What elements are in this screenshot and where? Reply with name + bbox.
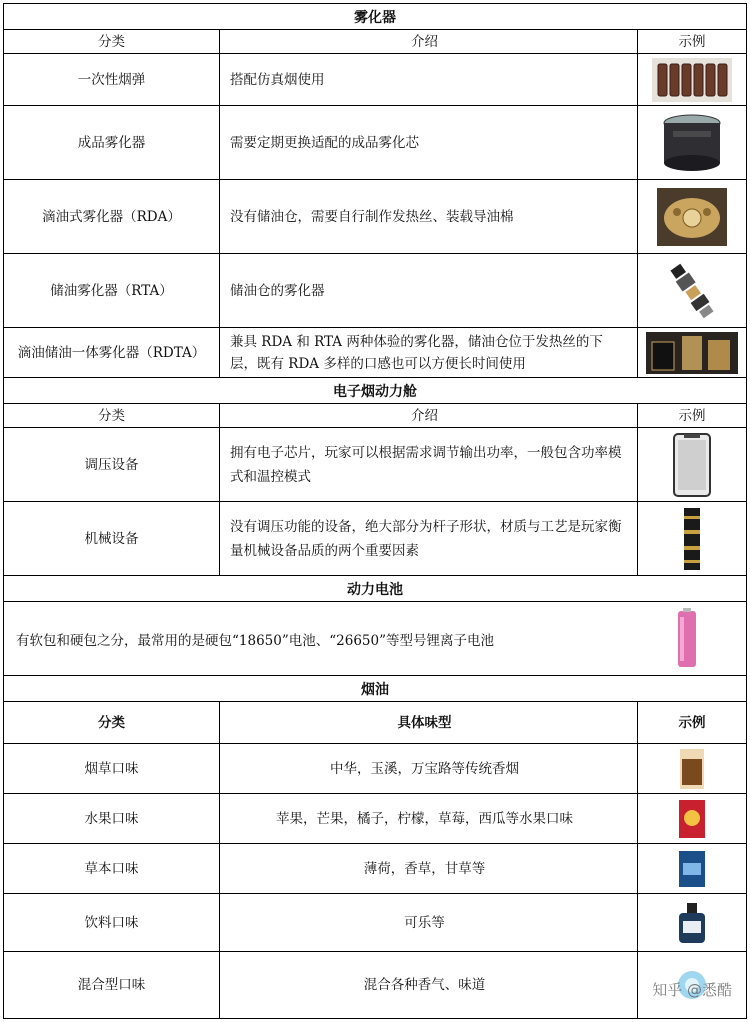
table-header-row (3, 404, 747, 428)
row-category: 调压设备 (4, 428, 220, 501)
table-row (3, 180, 747, 254)
row-category: 混合型口味 (4, 952, 220, 1018)
battery-row (3, 602, 747, 676)
row-category: 烟草口味 (4, 744, 220, 793)
row-flavor: 薄荷，香草，甘草等 (220, 844, 638, 893)
table-header-row (3, 702, 747, 744)
table-row (3, 502, 747, 576)
vape-product-table (3, 3, 747, 1019)
table-row (3, 952, 747, 1019)
row-flavor: 混合各种香气、味道 (220, 952, 638, 1018)
table-row (3, 54, 747, 106)
example-image-rta (638, 254, 746, 327)
section-title-eliquid (3, 676, 747, 702)
battery-description: 有软包和硬包之分，最常用的是硬包“18650”电池、“26650”等型号锂离子电池 (16, 632, 494, 649)
header-example: 示例 (678, 33, 706, 50)
row-intro: 储油仓的雾化器 (220, 254, 638, 327)
example-image-prebuilt-atomizer (638, 106, 746, 179)
example-image-regulated-mod (638, 428, 746, 501)
example-image-herbal-liquid (638, 844, 746, 893)
header-category: 分类 (4, 404, 220, 427)
row-category: 储油雾化器（RTA） (4, 254, 220, 327)
row-intro: 没有储油仓，需要自行制作发热丝、装载导油棉 (220, 180, 638, 253)
row-category: 成品雾化器 (4, 106, 220, 179)
table-row (3, 428, 747, 502)
header-category: 分类 (4, 30, 220, 53)
table-header-row (3, 30, 747, 54)
section-title-text: 雾化器 (354, 9, 396, 26)
header-flavor: 具体味型 (220, 702, 638, 743)
example-image-drink-liquid (638, 894, 746, 951)
table-row (3, 794, 747, 844)
section-title-text: 电子烟动力舱 (333, 383, 417, 400)
header-category: 分类 (4, 702, 220, 743)
row-intro: 兼具 RDA 和 RTA 两种体验的雾化器，储油仓位于发热丝的下层，既有 RDA 多样的口感也可以方便长时间使用 (220, 328, 638, 377)
table-row (3, 254, 747, 328)
row-category: 滴油储油一体雾化器（RDTA） (4, 328, 220, 377)
section-title-text: 烟油 (361, 681, 389, 698)
table-row (3, 894, 747, 952)
row-category: 水果口味 (4, 794, 220, 843)
section-title-text: 动力电池 (347, 581, 403, 598)
section-title-battery (3, 576, 747, 602)
row-flavor: 苹果，芒果，橘子，柠檬，草莓，西瓜等水果口味 (220, 794, 638, 843)
example-image-battery (674, 608, 700, 669)
header-intro: 介绍 (220, 30, 638, 53)
row-category: 一次性烟弹 (4, 54, 220, 105)
row-flavor: 中华，玉溪，万宝路等传统香烟 (220, 744, 638, 793)
example-image-fruit-liquid (638, 794, 746, 843)
header-example: 示例 (678, 714, 706, 731)
row-intro: 搭配仿真烟使用 (220, 54, 638, 105)
row-category: 草本口味 (4, 844, 220, 893)
row-intro: 拥有电子芯片，玩家可以根据需求调节输出功率，一般包含功率模式和温控模式 (220, 428, 638, 501)
example-image-cartridge (638, 54, 746, 105)
example-image-rdta (638, 328, 746, 377)
table-row (3, 744, 747, 794)
row-category: 滴油式雾化器（RDA） (4, 180, 220, 253)
example-image-mech-mod (638, 502, 746, 575)
row-intro: 没有调压功能的设备，绝大部分为杆子形状，材质与工艺是玩家衡量机械设备品质的两个重要因素 (220, 502, 638, 575)
header-intro: 介绍 (220, 404, 638, 427)
row-category: 机械设备 (4, 502, 220, 575)
table-row (3, 328, 747, 378)
header-example: 示例 (678, 407, 706, 424)
example-image-tobacco-liquid (638, 744, 746, 793)
section-title-atomizer (3, 3, 747, 30)
table-row (3, 106, 747, 180)
row-intro: 需要定期更换适配的成品雾化芯 (220, 106, 638, 179)
example-image-rda (638, 180, 746, 253)
table-row (3, 844, 747, 894)
section-title-power (3, 378, 747, 404)
zhihu-watermark: 知乎 @悉酷 (652, 981, 732, 999)
row-category: 饮料口味 (4, 894, 220, 951)
row-flavor: 可乐等 (220, 894, 638, 951)
